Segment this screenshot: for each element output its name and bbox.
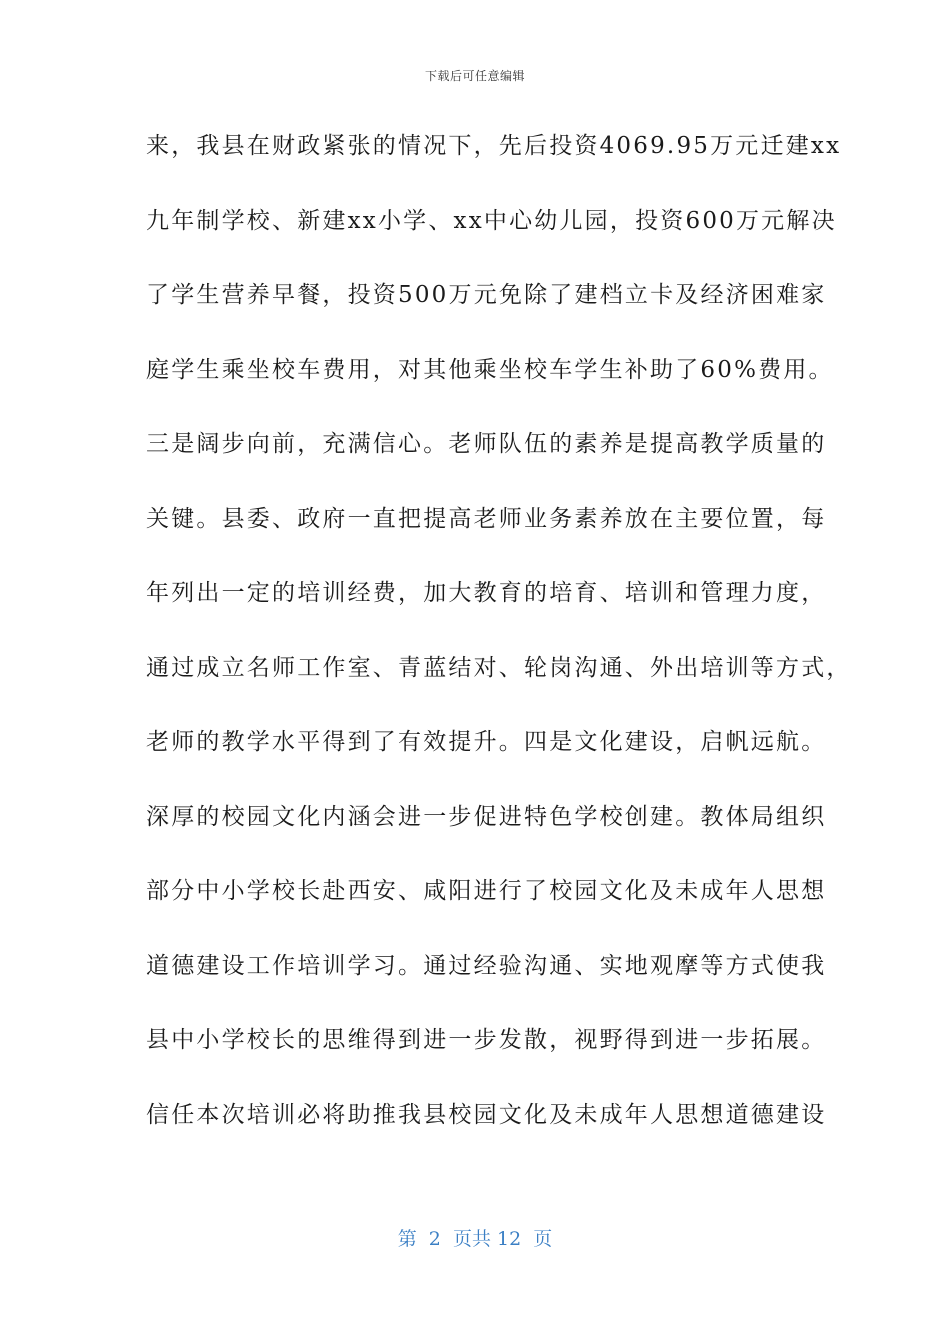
- text-line: 年列出一定的培训经费，加大教育的培育、培训和管理力度，: [146, 580, 827, 606]
- header-note: 下载后可任意编辑: [424, 69, 525, 83]
- text-line: 老师的教学水平得到了有效提升。四是文化建设，启帆远航。: [146, 729, 827, 755]
- document-body: [146, 124, 852, 1167]
- text-line: 道德建设工作培训学习。通过经验沟通、实地观摩等方式使我: [146, 952, 827, 979]
- text-line: 县中小学校长的思维得到进一步发散，视野得到进一步拓展。: [146, 1027, 827, 1053]
- text-line: 关键。县委、政府一直把提高老师业务素养放在主要位置，每: [146, 505, 827, 532]
- text-line: 信任本次培训必将助推我县校园文化及未成年人思想道德建设: [146, 1101, 827, 1128]
- text-line: 庭学生乘坐校车费用，对其他乘坐校车学生补助了60%费用。: [146, 356, 834, 383]
- text-line: 通过成立名师工作室、青蓝结对、轮岗沟通、外出培训等方式，: [146, 654, 852, 681]
- text-line: 三是阔步向前，充满信心。老师队伍的素养是提高教学质量的: [146, 431, 827, 457]
- page-number: 第 2 页共 12 页: [397, 1228, 553, 1250]
- text-line: 了学生营养早餐，投资500万元免除了建档立卡及经济困难家: [146, 282, 827, 308]
- text-line: 来，我县在财政紧张的情况下，先后投资4069.95万元迁建xx: [146, 133, 842, 159]
- text-line: 部分中小学校长赴西安、咸阳进行了校园文化及未成年人思想: [146, 878, 827, 904]
- text-line: 深厚的校园文化内涵会进一步促进特色学校创建。教体局组织: [146, 803, 827, 830]
- text-line: 九年制学校、新建xx小学、xx中心幼儿园，投资600万元解决: [146, 207, 837, 234]
